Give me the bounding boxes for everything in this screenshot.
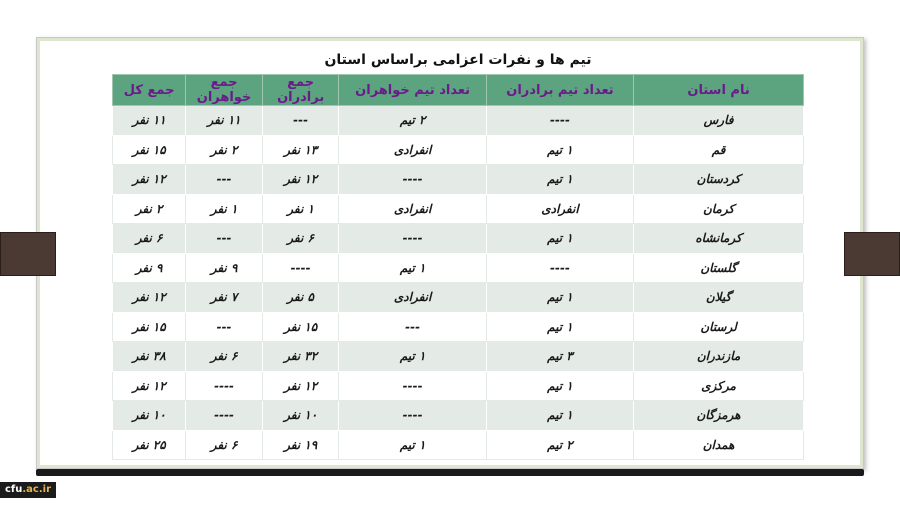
cell-grand-total: ۱۲ نفر [113, 283, 186, 313]
cell-brothers-teams: ۱ تیم [486, 135, 633, 165]
cell-brothers-teams: ۱ تیم [486, 371, 633, 401]
cell-brothers-teams: ۱ تیم [486, 283, 633, 313]
cell-province: کرمانشاه [634, 224, 804, 254]
table-row [113, 371, 804, 401]
cell-sisters-total: --- [186, 224, 263, 254]
cell-brothers-teams: ۱ تیم [486, 165, 633, 195]
cell-grand-total: ۱۵ نفر [113, 135, 186, 165]
logo-main-text: cfu [4, 484, 23, 495]
cell-sisters-total: ۹ نفر [186, 253, 263, 283]
cell-brothers-total: ۶ نفر [262, 224, 339, 254]
cell-brothers-total: ---- [262, 253, 339, 283]
cell-grand-total: ۱۱ نفر [113, 106, 186, 136]
cell-brothers-total: --- [262, 106, 339, 136]
cell-brothers-total: ۱۹ نفر [262, 430, 339, 460]
cell-brothers-total: ۳۲ نفر [262, 342, 339, 372]
cell-brothers-teams: ---- [486, 106, 633, 136]
table-row [113, 283, 804, 313]
cell-grand-total: ۲۵ نفر [113, 430, 186, 460]
cell-grand-total: ۱۲ نفر [113, 371, 186, 401]
teams-table [112, 74, 804, 460]
cell-sisters-total: ---- [186, 401, 263, 431]
cell-brothers-total: ۱۳ نفر [262, 135, 339, 165]
cell-grand-total: ۲ نفر [113, 194, 186, 224]
cell-brothers-teams: ۱ تیم [486, 312, 633, 342]
cell-province: مرکزی [634, 371, 804, 401]
cell-province: لرستان [634, 312, 804, 342]
cell-brothers-total: ۱۲ نفر [262, 371, 339, 401]
table-row [113, 430, 804, 460]
cell-grand-total: ۶ نفر [113, 224, 186, 254]
table-row [113, 224, 804, 254]
cell-sisters-teams: ۱ تیم [339, 253, 486, 283]
table-row [113, 253, 804, 283]
header-sisters-teams: تعداد تیم خواهران [339, 75, 486, 106]
table-row [113, 106, 804, 136]
table-row [113, 401, 804, 431]
cell-sisters-total: ۷ نفر [186, 283, 263, 313]
header-brothers-teams: تعداد تیم برادران [486, 75, 633, 106]
cell-brothers-total: ۱۰ نفر [262, 401, 339, 431]
cell-sisters-teams: ---- [339, 165, 486, 195]
cell-brothers-teams: ۱ تیم [486, 401, 633, 431]
cell-sisters-teams: انفرادی [339, 194, 486, 224]
cell-sisters-teams: انفرادی [339, 283, 486, 313]
cell-brothers-total: ۵ نفر [262, 283, 339, 313]
cell-brothers-teams: ۳ تیم [486, 342, 633, 372]
cell-sisters-total: ۲ نفر [186, 135, 263, 165]
cell-sisters-teams: --- [339, 312, 486, 342]
cell-province: کردستان [634, 165, 804, 195]
cell-brothers-total: ۱ نفر [262, 194, 339, 224]
cell-sisters-total: ۱ نفر [186, 194, 263, 224]
cell-sisters-teams: ۱ تیم [339, 342, 486, 372]
cell-grand-total: ۱۰ نفر [113, 401, 186, 431]
cell-grand-total: ۱۲ نفر [113, 165, 186, 195]
cell-grand-total: ۳۸ نفر [113, 342, 186, 372]
header-sisters-total: جمع خواهران [186, 75, 263, 106]
cell-brothers-teams: انفرادی [486, 194, 633, 224]
cell-brothers-teams: ۲ تیم [486, 430, 633, 460]
cell-province: فارس [634, 106, 804, 136]
cell-province: گلستان [634, 253, 804, 283]
cell-sisters-total: ۶ نفر [186, 342, 263, 372]
header-province: نام استان [634, 75, 804, 106]
cell-sisters-teams: ---- [339, 401, 486, 431]
cell-sisters-teams: ۲ تیم [339, 106, 486, 136]
cell-brothers-total: ۱۲ نفر [262, 165, 339, 195]
cell-sisters-teams: ---- [339, 371, 486, 401]
cell-province: گیلان [634, 283, 804, 313]
cell-sisters-total: ۶ نفر [186, 430, 263, 460]
cell-grand-total: ۱۵ نفر [113, 312, 186, 342]
slide-bottom-bar [36, 469, 864, 476]
cell-brothers-teams: ---- [486, 253, 633, 283]
cell-sisters-total: --- [186, 312, 263, 342]
logo-accent-text: .ac.ir [22, 484, 52, 495]
cell-grand-total: ۹ نفر [113, 253, 186, 283]
cell-sisters-total: ---- [186, 371, 263, 401]
table-row [113, 194, 804, 224]
header-grand-total: جمع کل [113, 75, 186, 106]
table-row [113, 312, 804, 342]
next-slide-tab[interactable] [844, 232, 900, 276]
table-row [113, 165, 804, 195]
cell-brothers-teams: ۱ تیم [486, 224, 633, 254]
cell-province: مازندران [634, 342, 804, 372]
table-header-row [113, 75, 804, 106]
cell-brothers-total: ۱۵ نفر [262, 312, 339, 342]
cell-sisters-teams: انفرادی [339, 135, 486, 165]
cell-province: کرمان [634, 194, 804, 224]
table-row [113, 342, 804, 372]
cell-sisters-total: --- [186, 165, 263, 195]
cell-sisters-total: ۱۱ نفر [186, 106, 263, 136]
table-title: تیم ها و نفرات اعزامی براساس استان [324, 52, 592, 68]
cell-province: قم [634, 135, 804, 165]
cell-sisters-teams: ---- [339, 224, 486, 254]
table-row [113, 135, 804, 165]
cell-province: همدان [634, 430, 804, 460]
header-brothers-total: جمع برادران [262, 75, 339, 106]
cell-sisters-teams: ۱ تیم [339, 430, 486, 460]
university-logo [0, 482, 56, 498]
cell-province: هرمزگان [634, 401, 804, 431]
previous-slide-tab[interactable] [0, 232, 56, 276]
